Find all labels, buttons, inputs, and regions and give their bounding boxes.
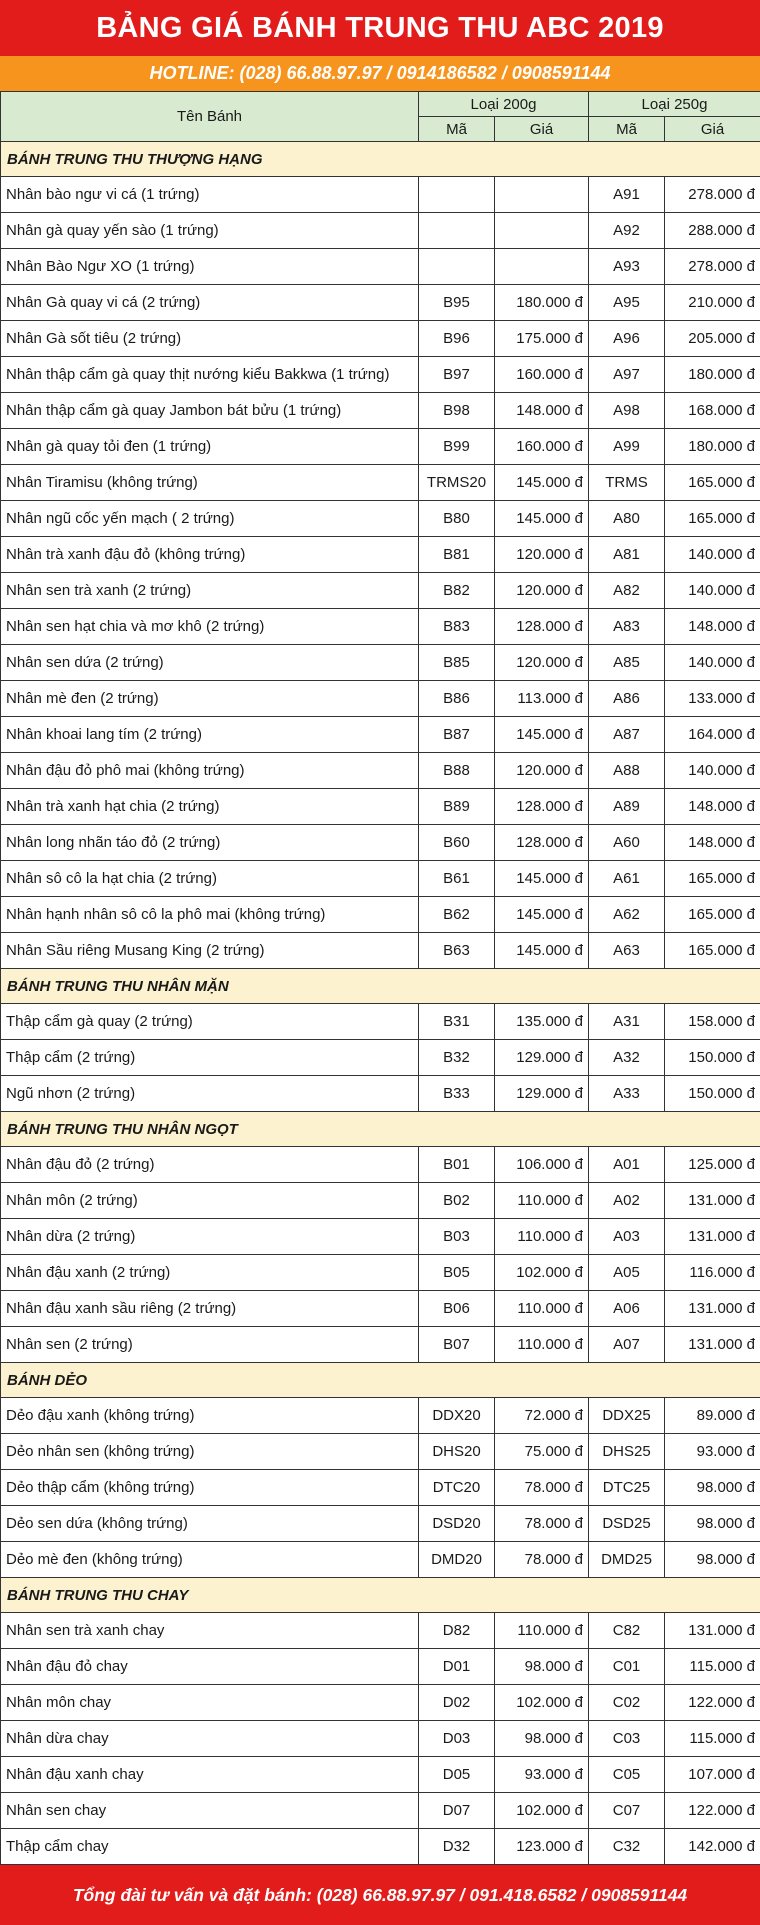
price-250g-cell: 122.000 đ — [665, 1685, 760, 1721]
code-200g-cell — [419, 213, 495, 249]
price-200g-cell: 120.000 đ — [495, 573, 589, 609]
cake-name-cell: Thập cẩm gà quay (2 trứng) — [1, 1004, 419, 1040]
code-250g-cell: DDX25 — [589, 1398, 665, 1434]
price-200g-cell: 135.000 đ — [495, 1004, 589, 1040]
code-200g-cell — [419, 177, 495, 213]
price-200g-cell: 175.000 đ — [495, 321, 589, 357]
price-200g-cell: 98.000 đ — [495, 1649, 589, 1685]
code-250g-cell: A80 — [589, 501, 665, 537]
table-row — [1, 1613, 760, 1649]
cake-name-cell: Thập cẩm (2 trứng) — [1, 1040, 419, 1076]
cake-name-cell: Nhân đậu xanh (2 trứng) — [1, 1255, 419, 1291]
cake-name-cell: Nhân sen hạt chia và mơ khô (2 trứng) — [1, 609, 419, 645]
code-250g-cell: C01 — [589, 1649, 665, 1685]
price-250g-cell: 158.000 đ — [665, 1004, 760, 1040]
cake-name-cell: Nhân sen dứa (2 trứng) — [1, 645, 419, 681]
cake-name-cell: Nhân dừa chay — [1, 1721, 419, 1757]
cake-name-cell: Nhân Sầu riêng Musang King (2 trứng) — [1, 933, 419, 969]
table-row — [1, 213, 760, 249]
price-250g-cell: 125.000 đ — [665, 1147, 760, 1183]
code-200g-cell: B97 — [419, 357, 495, 393]
code-200g-cell: D05 — [419, 1757, 495, 1793]
code-250g-cell: A85 — [589, 645, 665, 681]
cake-name-cell: Nhân đậu đỏ phô mai (không trứng) — [1, 753, 419, 789]
price-250g-cell: 150.000 đ — [665, 1076, 760, 1112]
cake-name-cell: Nhân gà quay tỏi đen (1 trứng) — [1, 429, 419, 465]
hotline-banner: HOTLINE: (028) 66.88.97.97 / 0914186582 / 0908591144 — [0, 56, 760, 91]
code-250g-cell: DMD25 — [589, 1542, 665, 1578]
code-250g-cell: A61 — [589, 861, 665, 897]
code-250g-cell: A91 — [589, 177, 665, 213]
price-200g-cell: 145.000 đ — [495, 717, 589, 753]
price-200g-cell: 102.000 đ — [495, 1793, 589, 1829]
price-200g-cell: 120.000 đ — [495, 753, 589, 789]
price-250g-cell: 142.000 đ — [665, 1829, 760, 1865]
code-200g-cell: D01 — [419, 1649, 495, 1685]
cake-name-cell: Nhân thập cẩm gà quay Jambon bát bửu (1 trứng) — [1, 393, 419, 429]
column-header-name: Tên Bánh — [1, 92, 419, 142]
table-row — [1, 1506, 760, 1542]
price-200g-cell: 128.000 đ — [495, 825, 589, 861]
price-200g-cell: 110.000 đ — [495, 1183, 589, 1219]
cake-name-cell: Nhân đậu xanh sầu riêng (2 trứng) — [1, 1291, 419, 1327]
code-250g-cell: A01 — [589, 1147, 665, 1183]
code-200g-cell: B60 — [419, 825, 495, 861]
price-200g-cell: 102.000 đ — [495, 1685, 589, 1721]
code-200g-cell: TRMS20 — [419, 465, 495, 501]
cake-name-cell: Dẻo thập cẩm (không trứng) — [1, 1470, 419, 1506]
price-250g-cell: 131.000 đ — [665, 1613, 760, 1649]
table-row — [1, 789, 760, 825]
cake-name-cell: Nhân mè đen (2 trứng) — [1, 681, 419, 717]
cake-name-cell: Nhân hạnh nhân sô cô la phô mai (không trứng) — [1, 897, 419, 933]
table-row — [1, 1327, 760, 1363]
code-200g-cell: B87 — [419, 717, 495, 753]
price-200g-cell: 106.000 đ — [495, 1147, 589, 1183]
section-title: BÁNH TRUNG THU NHÂN NGỌT — [1, 1112, 760, 1147]
table-row — [1, 1255, 760, 1291]
code-250g-cell: A02 — [589, 1183, 665, 1219]
table-row — [1, 1040, 760, 1076]
code-200g-cell: B01 — [419, 1147, 495, 1183]
price-250g-cell: 140.000 đ — [665, 573, 760, 609]
table-row — [1, 933, 760, 969]
code-200g-cell: B07 — [419, 1327, 495, 1363]
table-row — [1, 1470, 760, 1506]
column-header-code-250g: Mã — [589, 117, 665, 142]
cake-name-cell: Nhân đậu đỏ chay — [1, 1649, 419, 1685]
table-row — [1, 609, 760, 645]
section-header-row — [1, 1363, 760, 1398]
code-200g-cell: DHS20 — [419, 1434, 495, 1470]
code-200g-cell: B31 — [419, 1004, 495, 1040]
table-row — [1, 1721, 760, 1757]
code-200g-cell: B82 — [419, 573, 495, 609]
price-200g-cell: 128.000 đ — [495, 789, 589, 825]
code-200g-cell: B81 — [419, 537, 495, 573]
price-250g-cell: 116.000 đ — [665, 1255, 760, 1291]
code-200g-cell: B98 — [419, 393, 495, 429]
table-row — [1, 465, 760, 501]
cake-name-cell: Nhân đậu xanh chay — [1, 1757, 419, 1793]
price-200g-cell: 145.000 đ — [495, 465, 589, 501]
code-250g-cell: A33 — [589, 1076, 665, 1112]
code-200g-cell: DTC20 — [419, 1470, 495, 1506]
price-200g-cell: 110.000 đ — [495, 1613, 589, 1649]
code-200g-cell: B62 — [419, 897, 495, 933]
price-200g-cell — [495, 177, 589, 213]
price-200g-cell: 78.000 đ — [495, 1506, 589, 1542]
cake-name-cell: Dẻo sen dứa (không trứng) — [1, 1506, 419, 1542]
cake-name-cell: Nhân ngũ cốc yến mạch ( 2 trứng) — [1, 501, 419, 537]
code-200g-cell: B86 — [419, 681, 495, 717]
price-200g-cell: 110.000 đ — [495, 1327, 589, 1363]
table-row — [1, 285, 760, 321]
code-200g-cell: B85 — [419, 645, 495, 681]
cake-name-cell: Nhân môn (2 trứng) — [1, 1183, 419, 1219]
column-header-price-200g: Giá — [495, 117, 589, 142]
section-header-row — [1, 969, 760, 1004]
code-250g-cell: A05 — [589, 1255, 665, 1291]
cake-name-cell: Dẻo đậu xanh (không trứng) — [1, 1398, 419, 1434]
price-250g-cell: 115.000 đ — [665, 1649, 760, 1685]
price-250g-cell: 131.000 đ — [665, 1291, 760, 1327]
table-row — [1, 393, 760, 429]
code-250g-cell: A92 — [589, 213, 665, 249]
table-row — [1, 717, 760, 753]
table-row — [1, 897, 760, 933]
code-250g-cell: A95 — [589, 285, 665, 321]
code-250g-cell: A97 — [589, 357, 665, 393]
code-250g-cell: DTC25 — [589, 1470, 665, 1506]
code-250g-cell: A89 — [589, 789, 665, 825]
price-200g-cell: 160.000 đ — [495, 357, 589, 393]
table-row — [1, 1829, 760, 1865]
price-200g-cell: 93.000 đ — [495, 1757, 589, 1793]
cake-name-cell: Nhân trà xanh đậu đỏ (không trứng) — [1, 537, 419, 573]
price-200g-cell: 145.000 đ — [495, 897, 589, 933]
table-row — [1, 1291, 760, 1327]
price-250g-cell: 148.000 đ — [665, 825, 760, 861]
code-250g-cell: C02 — [589, 1685, 665, 1721]
code-200g-cell: B02 — [419, 1183, 495, 1219]
code-250g-cell: A60 — [589, 825, 665, 861]
price-250g-cell: 115.000 đ — [665, 1721, 760, 1757]
code-250g-cell: A63 — [589, 933, 665, 969]
price-250g-cell: 148.000 đ — [665, 789, 760, 825]
price-250g-cell: 164.000 đ — [665, 717, 760, 753]
section-title: BÁNH TRUNG THU NHÂN MẶN — [1, 969, 760, 1004]
table-row — [1, 429, 760, 465]
price-200g-cell: 123.000 đ — [495, 1829, 589, 1865]
price-250g-cell: 288.000 đ — [665, 213, 760, 249]
price-250g-cell: 93.000 đ — [665, 1434, 760, 1470]
price-250g-cell: 148.000 đ — [665, 609, 760, 645]
table-row — [1, 1147, 760, 1183]
column-header-code-200g: Mã — [419, 117, 495, 142]
code-200g-cell: B63 — [419, 933, 495, 969]
code-200g-cell: B99 — [419, 429, 495, 465]
cake-name-cell: Nhân thập cẩm gà quay thịt nướng kiểu Bakkwa (1 trứng) — [1, 357, 419, 393]
price-200g-cell: 75.000 đ — [495, 1434, 589, 1470]
price-250g-cell: 150.000 đ — [665, 1040, 760, 1076]
price-table-body — [1, 142, 760, 1865]
price-250g-cell: 131.000 đ — [665, 1183, 760, 1219]
code-200g-cell: D07 — [419, 1793, 495, 1829]
code-200g-cell: B95 — [419, 285, 495, 321]
price-250g-cell: 98.000 đ — [665, 1542, 760, 1578]
price-250g-cell: 140.000 đ — [665, 645, 760, 681]
code-200g-cell: B89 — [419, 789, 495, 825]
code-250g-cell: TRMS — [589, 465, 665, 501]
price-200g-cell: 98.000 đ — [495, 1721, 589, 1757]
code-250g-cell: C32 — [589, 1829, 665, 1865]
code-200g-cell: DMD20 — [419, 1542, 495, 1578]
cake-name-cell: Nhân Gà sốt tiêu (2 trứng) — [1, 321, 419, 357]
code-250g-cell: DHS25 — [589, 1434, 665, 1470]
table-row — [1, 645, 760, 681]
cake-name-cell: Nhân trà xanh hạt chia (2 trứng) — [1, 789, 419, 825]
price-250g-cell: 133.000 đ — [665, 681, 760, 717]
cake-name-cell: Nhân bào ngư vi cá (1 trứng) — [1, 177, 419, 213]
cake-name-cell: Ngũ nhơn (2 trứng) — [1, 1076, 419, 1112]
cake-name-cell: Nhân Bào Ngư XO (1 trứng) — [1, 249, 419, 285]
code-250g-cell: C05 — [589, 1757, 665, 1793]
code-200g-cell — [419, 249, 495, 285]
code-200g-cell: DDX20 — [419, 1398, 495, 1434]
price-200g-cell: 102.000 đ — [495, 1255, 589, 1291]
price-200g-cell: 110.000 đ — [495, 1219, 589, 1255]
table-row — [1, 249, 760, 285]
price-200g-cell: 129.000 đ — [495, 1040, 589, 1076]
code-250g-cell: A82 — [589, 573, 665, 609]
price-250g-cell: 98.000 đ — [665, 1470, 760, 1506]
code-250g-cell: A93 — [589, 249, 665, 285]
price-200g-cell: 148.000 đ — [495, 393, 589, 429]
price-200g-cell: 180.000 đ — [495, 285, 589, 321]
price-200g-cell: 145.000 đ — [495, 933, 589, 969]
code-250g-cell: C03 — [589, 1721, 665, 1757]
code-250g-cell: A81 — [589, 537, 665, 573]
code-200g-cell: B32 — [419, 1040, 495, 1076]
code-250g-cell: A06 — [589, 1291, 665, 1327]
code-250g-cell: A31 — [589, 1004, 665, 1040]
code-200g-cell: D82 — [419, 1613, 495, 1649]
price-250g-cell: 140.000 đ — [665, 537, 760, 573]
price-250g-cell: 165.000 đ — [665, 897, 760, 933]
code-250g-cell: C07 — [589, 1793, 665, 1829]
price-200g-cell: 145.000 đ — [495, 861, 589, 897]
cake-name-cell: Nhân sen trà xanh (2 trứng) — [1, 573, 419, 609]
price-250g-cell: 165.000 đ — [665, 501, 760, 537]
footer-contact: Tổng đài tư vấn và đặt bánh: (028) 66.88.97.97 / 091.418.6582 / 0908591144 — [0, 1865, 760, 1925]
table-row — [1, 321, 760, 357]
code-200g-cell: D32 — [419, 1829, 495, 1865]
section-header-row — [1, 1112, 760, 1147]
code-200g-cell: B03 — [419, 1219, 495, 1255]
table-row — [1, 825, 760, 861]
cake-name-cell: Nhân khoai lang tím (2 trứng) — [1, 717, 419, 753]
code-250g-cell: A83 — [589, 609, 665, 645]
price-table — [0, 91, 760, 1865]
price-200g-cell: 120.000 đ — [495, 645, 589, 681]
code-200g-cell: B61 — [419, 861, 495, 897]
table-row — [1, 1434, 760, 1470]
price-250g-cell: 168.000 đ — [665, 393, 760, 429]
cake-name-cell: Thập cẩm chay — [1, 1829, 419, 1865]
price-250g-cell: 98.000 đ — [665, 1506, 760, 1542]
table-row — [1, 1004, 760, 1040]
cake-name-cell: Nhân sô cô la hạt chia (2 trứng) — [1, 861, 419, 897]
table-row — [1, 1685, 760, 1721]
code-250g-cell: A96 — [589, 321, 665, 357]
price-250g-cell: 131.000 đ — [665, 1327, 760, 1363]
code-250g-cell: A86 — [589, 681, 665, 717]
table-row — [1, 1076, 760, 1112]
price-250g-cell: 122.000 đ — [665, 1793, 760, 1829]
code-250g-cell: A87 — [589, 717, 665, 753]
section-header-row — [1, 142, 760, 177]
cake-name-cell: Nhân Gà quay vi cá (2 trứng) — [1, 285, 419, 321]
price-200g-cell: 160.000 đ — [495, 429, 589, 465]
price-200g-cell: 72.000 đ — [495, 1398, 589, 1434]
price-200g-cell — [495, 213, 589, 249]
price-200g-cell: 78.000 đ — [495, 1542, 589, 1578]
code-200g-cell: B05 — [419, 1255, 495, 1291]
code-200g-cell: B33 — [419, 1076, 495, 1112]
cake-name-cell: Dẻo nhân sen (không trứng) — [1, 1434, 419, 1470]
cake-name-cell: Nhân long nhãn táo đỏ (2 trứng) — [1, 825, 419, 861]
price-200g-cell: 78.000 đ — [495, 1470, 589, 1506]
section-title: BÁNH DẺO — [1, 1363, 760, 1398]
price-250g-cell: 165.000 đ — [665, 465, 760, 501]
price-250g-cell: 278.000 đ — [665, 177, 760, 213]
price-250g-cell: 89.000 đ — [665, 1398, 760, 1434]
code-200g-cell: B88 — [419, 753, 495, 789]
column-header-250g: Loại 250g — [589, 92, 760, 117]
price-250g-cell: 180.000 đ — [665, 429, 760, 465]
cake-name-cell: Nhân sen chay — [1, 1793, 419, 1829]
price-250g-cell: 131.000 đ — [665, 1219, 760, 1255]
table-row — [1, 501, 760, 537]
price-200g-cell: 145.000 đ — [495, 501, 589, 537]
code-250g-cell: A98 — [589, 393, 665, 429]
price-200g-cell: 129.000 đ — [495, 1076, 589, 1112]
cake-name-cell: Nhân Tiramisu (không trứng) — [1, 465, 419, 501]
price-250g-cell: 140.000 đ — [665, 753, 760, 789]
code-200g-cell: B83 — [419, 609, 495, 645]
table-row — [1, 1757, 760, 1793]
code-200g-cell: B06 — [419, 1291, 495, 1327]
table-row — [1, 1649, 760, 1685]
table-row — [1, 861, 760, 897]
code-250g-cell: A88 — [589, 753, 665, 789]
price-200g-cell: 110.000 đ — [495, 1291, 589, 1327]
price-250g-cell: 278.000 đ — [665, 249, 760, 285]
code-250g-cell: A07 — [589, 1327, 665, 1363]
code-250g-cell: A62 — [589, 897, 665, 933]
code-250g-cell: A99 — [589, 429, 665, 465]
column-header-200g: Loại 200g — [419, 92, 589, 117]
price-200g-cell: 113.000 đ — [495, 681, 589, 717]
table-row — [1, 1542, 760, 1578]
code-200g-cell: D02 — [419, 1685, 495, 1721]
price-200g-cell — [495, 249, 589, 285]
code-200g-cell: D03 — [419, 1721, 495, 1757]
table-row — [1, 753, 760, 789]
cake-name-cell: Nhân đậu đỏ (2 trứng) — [1, 1147, 419, 1183]
code-200g-cell: B96 — [419, 321, 495, 357]
table-row — [1, 1398, 760, 1434]
table-row — [1, 573, 760, 609]
cake-name-cell: Dẻo mè đen (không trứng) — [1, 1542, 419, 1578]
price-250g-cell: 205.000 đ — [665, 321, 760, 357]
price-200g-cell: 120.000 đ — [495, 537, 589, 573]
table-row — [1, 1793, 760, 1829]
price-250g-cell: 180.000 đ — [665, 357, 760, 393]
price-250g-cell: 107.000 đ — [665, 1757, 760, 1793]
table-row — [1, 357, 760, 393]
table-row — [1, 177, 760, 213]
page-title: BẢNG GIÁ BÁNH TRUNG THU ABC 2019 — [0, 0, 760, 56]
cake-name-cell: Nhân sen trà xanh chay — [1, 1613, 419, 1649]
price-250g-cell: 165.000 đ — [665, 861, 760, 897]
cake-name-cell: Nhân môn chay — [1, 1685, 419, 1721]
price-250g-cell: 165.000 đ — [665, 933, 760, 969]
table-row — [1, 537, 760, 573]
cake-name-cell: Nhân gà quay yến sào (1 trứng) — [1, 213, 419, 249]
code-200g-cell: DSD20 — [419, 1506, 495, 1542]
code-250g-cell: DSD25 — [589, 1506, 665, 1542]
section-title: BÁNH TRUNG THU CHAY — [1, 1578, 760, 1613]
price-200g-cell: 128.000 đ — [495, 609, 589, 645]
table-row — [1, 1219, 760, 1255]
section-header-row — [1, 1578, 760, 1613]
cake-name-cell: Nhân dừa (2 trứng) — [1, 1219, 419, 1255]
table-row — [1, 1183, 760, 1219]
code-200g-cell: B80 — [419, 501, 495, 537]
column-header-price-250g: Giá — [665, 117, 760, 142]
cake-name-cell: Nhân sen (2 trứng) — [1, 1327, 419, 1363]
code-250g-cell: C82 — [589, 1613, 665, 1649]
section-title: BÁNH TRUNG THU THƯỢNG HẠNG — [1, 142, 760, 177]
code-250g-cell: A03 — [589, 1219, 665, 1255]
table-row — [1, 681, 760, 717]
price-250g-cell: 210.000 đ — [665, 285, 760, 321]
code-250g-cell: A32 — [589, 1040, 665, 1076]
